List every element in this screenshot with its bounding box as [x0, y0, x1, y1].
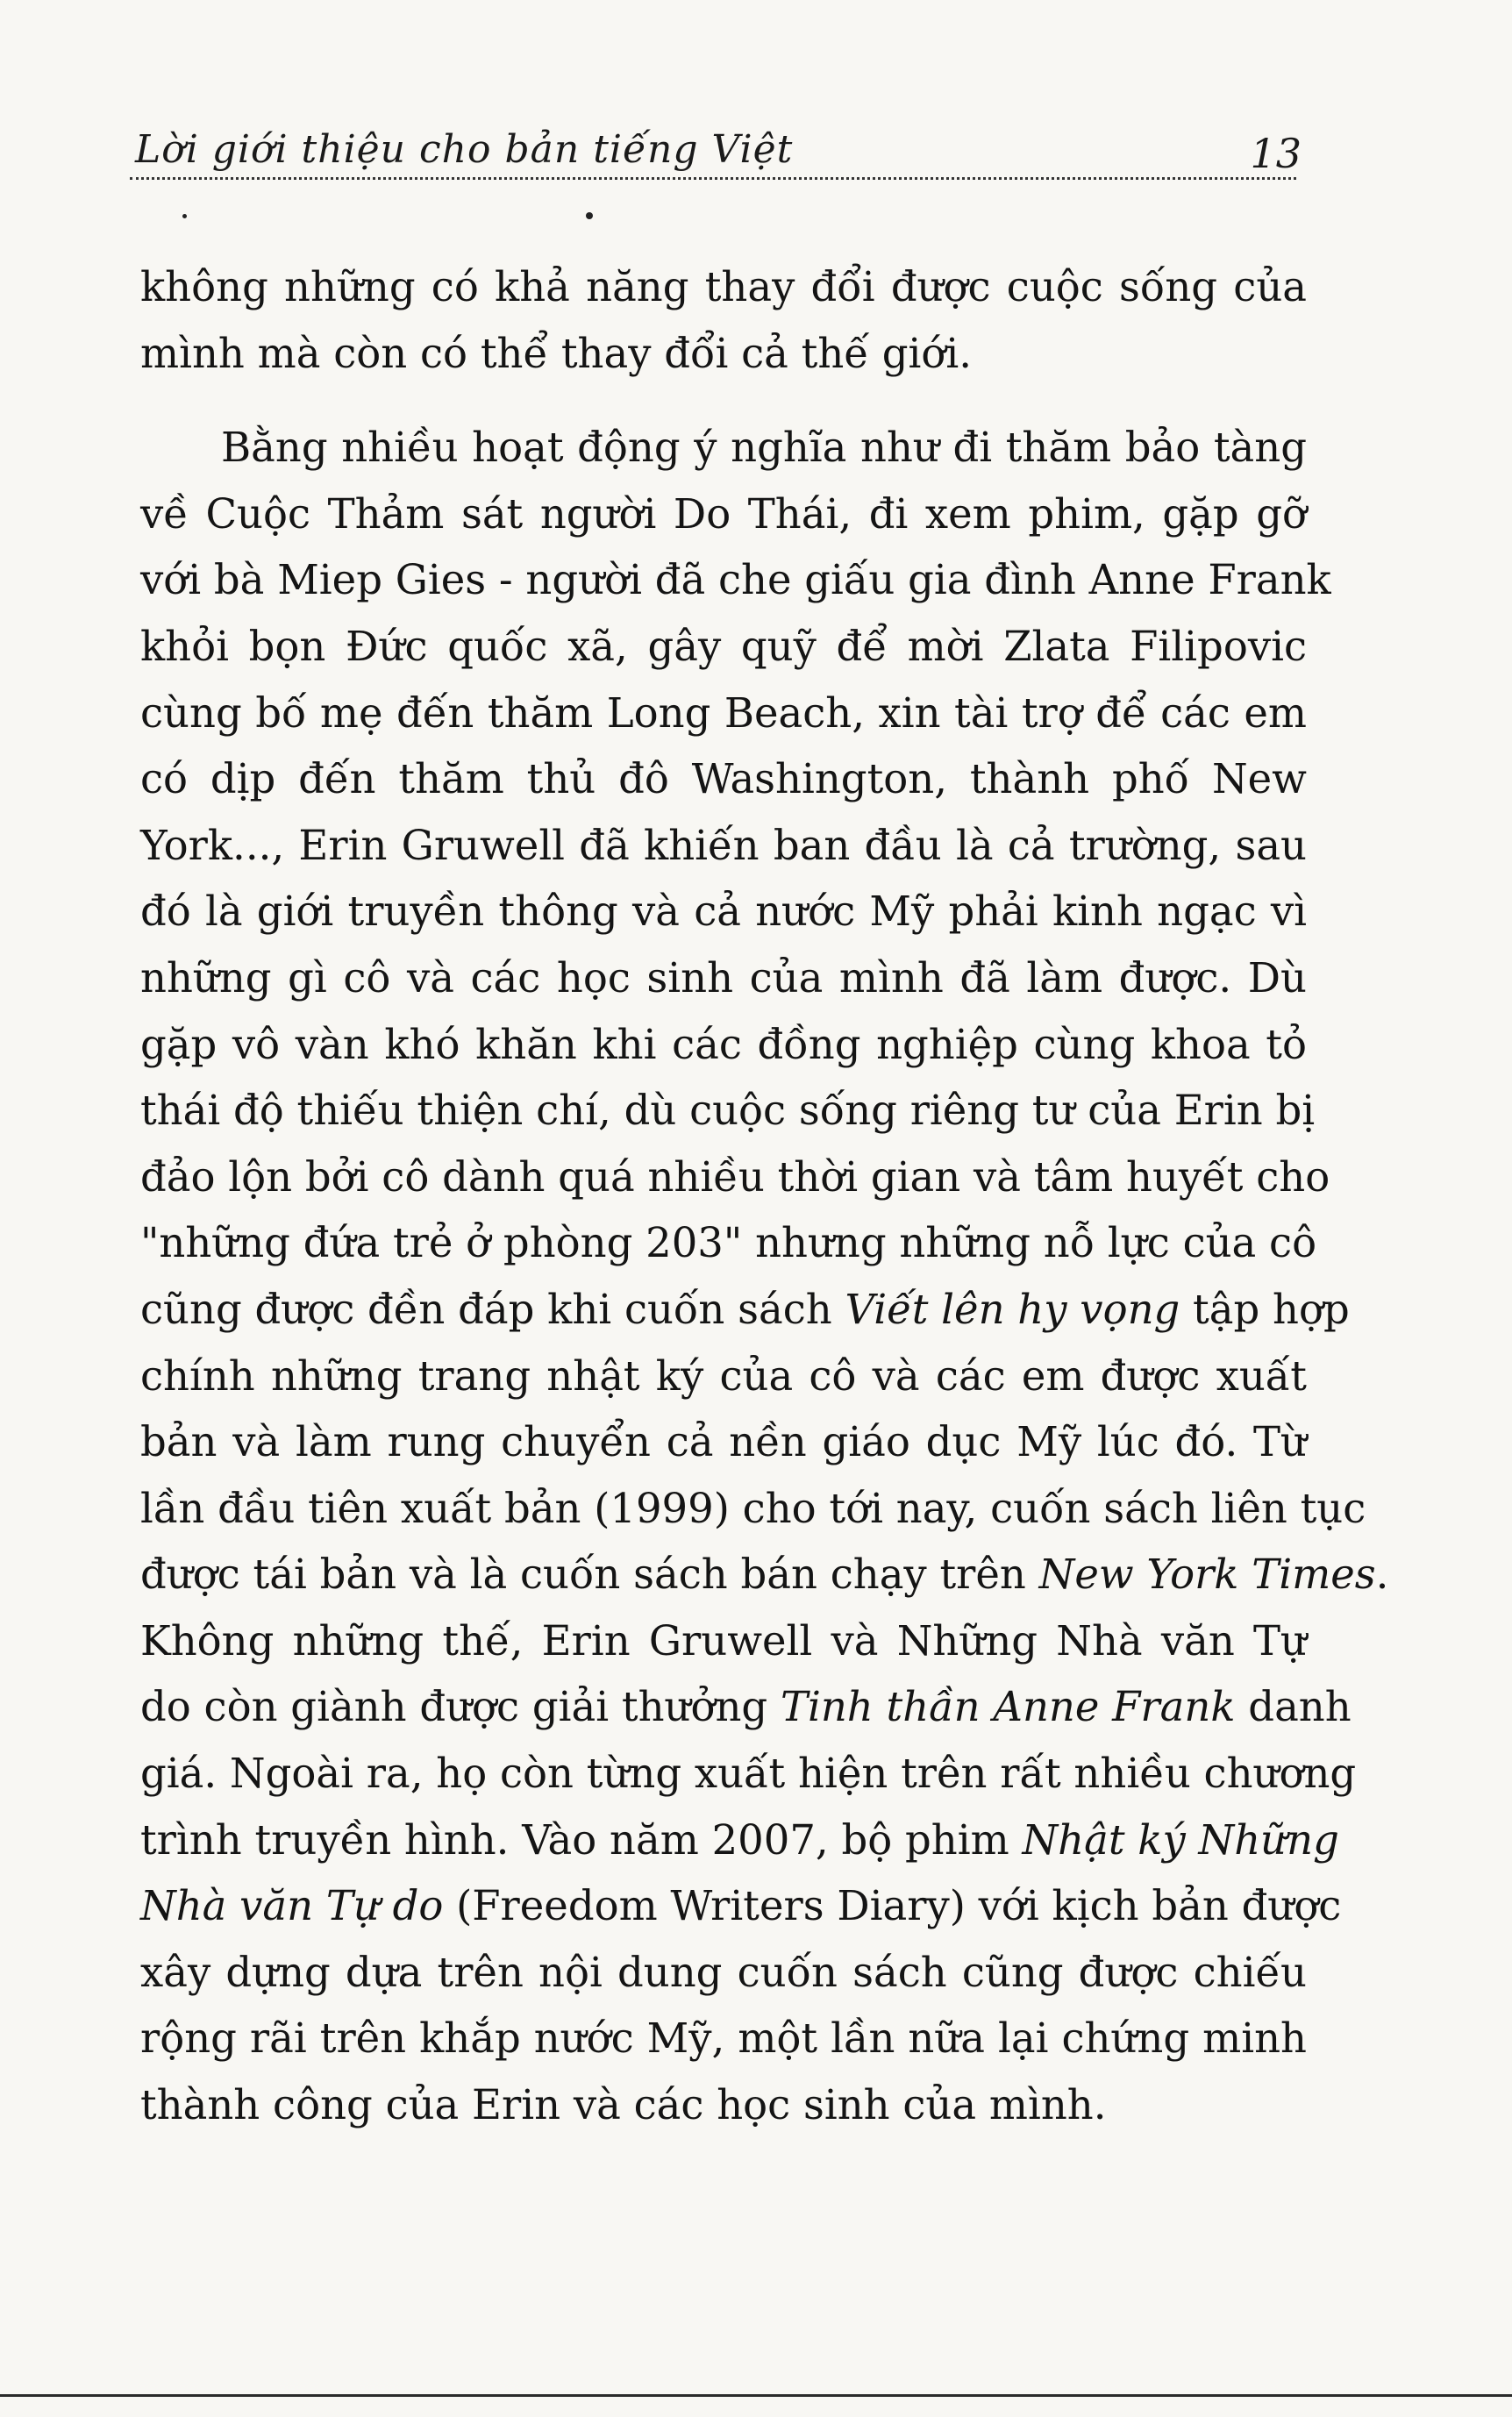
text-line: cũng được đền đáp khi cuốn sách Viết lên hy vọng tập hợp	[140, 1285, 1350, 1333]
text-line: với bà Miep Gies - người đã che giấu gia đình Anne Frank	[140, 556, 1331, 604]
text-line: giá. Ngoài ra, họ còn từng xuất hiện trên rất nhiều chương	[140, 1750, 1357, 1798]
text-line: bản và làm rung chuyển cả nền giáo dục Mỹ lúc đó. Từ	[140, 1418, 1307, 1466]
text-line: mình mà còn có thể thay đổi cả thế giới.	[140, 329, 972, 377]
text-line: cùng bố mẹ đến thăm Long Beach, xin tài trợ để các em	[140, 688, 1307, 737]
text-line: do còn giành được giải thưởng Tinh thần Anne Frank danh	[140, 1683, 1352, 1731]
text-line: trình truyền hình. Vào năm 2007, bộ phim Nhật ký Những	[140, 1815, 1339, 1864]
italic-title: Nhật ký Những	[1022, 1815, 1339, 1864]
italic-title: Viết lên hy vọng	[845, 1285, 1180, 1333]
text-line: đó là giới truyền thông và cả nước Mỹ phải kinh ngạc vì	[140, 888, 1307, 936]
text-line: "những đứa trẻ ở phòng 203" nhưng những nỗ lực của cô	[140, 1219, 1317, 1267]
text-line: gặp vô vàn khó khăn khi các đồng nghiệp cùng khoa tỏ	[140, 1020, 1307, 1068]
text-line: Bằng nhiều hoạt động ý nghĩa như đi thăm bảo tàng	[221, 424, 1307, 472]
text-line: thái độ thiếu thiện chí, dù cuộc sống riêng tư của Erin bị	[140, 1087, 1316, 1135]
print-speck	[182, 214, 187, 218]
text-line: những gì cô và các học sinh của mình đã làm được. Dù	[140, 953, 1307, 1002]
page-edge	[0, 2394, 1512, 2397]
page-number: 13	[1250, 130, 1302, 177]
text-line: Không những thế, Erin Gruwell và Những Nhà văn Tự	[140, 1616, 1307, 1665]
text-line: rộng rãi trên khắp nước Mỹ, một lần nữa lại chứng minh	[140, 2014, 1307, 2063]
text-line: có dịp đến thăm thủ đô Washington, thành phố New	[140, 755, 1307, 803]
running-head-title: Lời giới thiệu cho bản tiếng Việt	[135, 127, 794, 172]
text-line: Nhà văn Tự do (Freedom Writers Diary) với kịch bản được	[140, 1882, 1342, 1930]
print-speck	[586, 212, 593, 219]
italic-title: Tinh thần Anne Frank	[780, 1683, 1236, 1731]
text-line: không những có khả năng thay đổi được cuộc sống của	[140, 263, 1307, 310]
text-line: chính những trang nhật ký của cô và các em được xuất	[140, 1351, 1307, 1400]
italic-title: Nhà văn Tự do	[140, 1882, 444, 1930]
paragraph-gap	[140, 387, 1307, 415]
text-line: được tái bản và là cuốn sách bán chạy trên New York Times.	[140, 1551, 1389, 1599]
text-line: xây dựng dựa trên nội dung cuốn sách cũng được chiếu	[140, 1948, 1307, 1996]
running-head	[130, 116, 1302, 180]
body-text	[140, 254, 1389, 2139]
text-line: khỏi bọn Đức quốc xã, gây quỹ để mời Zlata Filipovic	[140, 622, 1307, 670]
italic-title: New York Times	[1038, 1551, 1376, 1599]
text-line: về Cuộc Thảm sát người Do Thái, đi xem phim, gặp gỡ	[140, 489, 1307, 538]
text-line: đảo lộn bởi cô dành quá nhiều thời gian và tâm huyết cho	[140, 1152, 1330, 1201]
text-line: lần đầu tiên xuất bản (1999) cho tới nay, cuốn sách liên tục	[140, 1484, 1366, 1532]
text-line: York..., Erin Gruwell đã khiến ban đầu là cả trường, sau	[140, 821, 1307, 869]
text-line: thành công của Erin và các học sinh của mình.	[140, 2081, 1107, 2129]
